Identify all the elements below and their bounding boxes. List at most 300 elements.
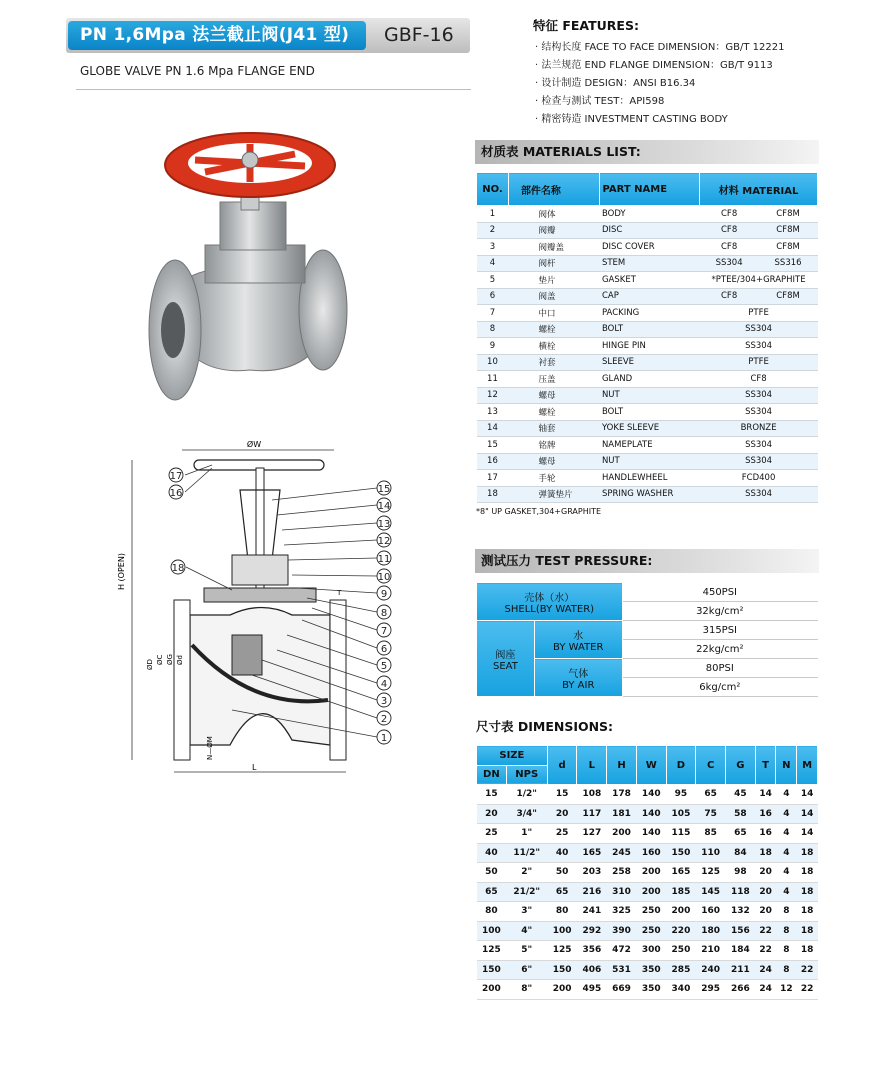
- part-no: 7: [477, 305, 509, 322]
- dim-cell: 80: [477, 902, 507, 922]
- table-row: [477, 960, 818, 980]
- dim-cell: 65: [696, 785, 726, 805]
- part-name-en: BODY: [600, 206, 700, 223]
- dim-cell: 75: [696, 804, 726, 824]
- dim-cell: 150: [547, 960, 577, 980]
- table-row: [477, 206, 818, 223]
- dim-h-label: H (OPEN): [117, 553, 126, 590]
- dim-cell: 200: [547, 980, 577, 1000]
- part-name-cn: 螺栓: [508, 321, 600, 338]
- dim-cell: 241: [577, 902, 607, 922]
- dim-cell: 350: [636, 960, 666, 980]
- material: SS304: [700, 437, 818, 454]
- dim-cell: 4: [776, 824, 797, 844]
- dim-cell: 25: [477, 824, 507, 844]
- dim-cell: 472: [607, 941, 637, 961]
- dim-cell: 200: [636, 863, 666, 883]
- table-row: [477, 305, 818, 322]
- valve-section-drawing: [112, 440, 392, 780]
- pressure-section-title: 测试压力 TEST PRESSURE:: [475, 549, 819, 573]
- part-no: 10: [477, 354, 509, 371]
- dim-cell: 1/2": [506, 785, 547, 805]
- dim-cell: 98: [726, 863, 756, 883]
- svg-text:2: 2: [380, 714, 388, 725]
- dim-cell: 295: [696, 980, 726, 1000]
- dim-cell: 165: [577, 843, 607, 863]
- page-title: PN 1,6Mpa 法兰截止阀(J41 型): [68, 21, 366, 50]
- dim-cell: 18: [797, 902, 818, 922]
- dim-cell: 14: [797, 804, 818, 824]
- table-row: [477, 272, 818, 289]
- materials-section-title: 材质表 MATERIALS LIST:: [475, 140, 819, 164]
- part-name-en: GASKET: [600, 272, 700, 289]
- dim-cell: 350: [636, 980, 666, 1000]
- part-no: 6: [477, 288, 509, 305]
- dim-cell: 200: [477, 980, 507, 1000]
- dim-cell: 160: [636, 843, 666, 863]
- material: SS304: [700, 453, 818, 470]
- table-row: [477, 338, 818, 355]
- material: PTFE: [700, 354, 818, 371]
- table-row: [477, 255, 818, 272]
- part-no: 12: [477, 387, 509, 404]
- dim-cell: 118: [726, 882, 756, 902]
- part-no: 14: [477, 420, 509, 437]
- part-name-en: NUT: [600, 387, 700, 404]
- part-no: 9: [477, 338, 509, 355]
- feature-item: · 结构长度 FACE TO FACE DIMENSION：GB/T 12221: [535, 42, 785, 53]
- dim-cell: 20: [755, 902, 776, 922]
- material: SS304: [700, 486, 818, 503]
- dim-cell: 125: [547, 941, 577, 961]
- dim-cell: 5": [506, 941, 547, 961]
- dim-cell: 4: [776, 804, 797, 824]
- material: FCD400: [700, 470, 818, 487]
- dim-cell: 22: [797, 980, 818, 1000]
- material-cf8: CF8: [700, 288, 759, 305]
- dim-cell: 11/2": [506, 843, 547, 863]
- part-name-cn: 螺母: [508, 387, 600, 404]
- dim-cell: 203: [577, 863, 607, 883]
- dim-col: T: [755, 746, 776, 785]
- dimensions-table: [476, 745, 818, 1000]
- shell-psi: 450PSI: [622, 583, 817, 602]
- material: SS304: [700, 321, 818, 338]
- water-psi: 315PSI: [622, 621, 817, 640]
- dim-cell: 150: [666, 843, 696, 863]
- material-cf8m: CF8M: [759, 206, 818, 223]
- pressure-table: [476, 582, 818, 697]
- table-row: [477, 785, 818, 805]
- table-row: [477, 902, 818, 922]
- shell-kg: 32kg/cm²: [622, 602, 817, 621]
- dim-cell: 266: [726, 980, 756, 1000]
- dim-cell: 250: [666, 941, 696, 961]
- material-cf8m: CF8M: [759, 222, 818, 239]
- dim-cell: 95: [666, 785, 696, 805]
- dim-cell: 220: [666, 921, 696, 941]
- part-name-en: STEM: [600, 255, 700, 272]
- dim-cell: 6": [506, 960, 547, 980]
- features-title: 特征 FEATURES:: [533, 18, 639, 33]
- part-name-cn: 垫片: [508, 272, 600, 289]
- part-name-cn: 中口: [508, 305, 600, 322]
- air-label: 气体 BY AIR: [534, 659, 622, 697]
- dim-cell: 4": [506, 921, 547, 941]
- table-row: [477, 404, 818, 421]
- dim-cell: 184: [726, 941, 756, 961]
- svg-text:3: 3: [380, 696, 388, 707]
- dim-cell: 165: [666, 863, 696, 883]
- dim-col: M: [797, 746, 818, 785]
- dim-cell: 150: [477, 960, 507, 980]
- table-row: [477, 239, 818, 256]
- dim-nm-label: N—ØM: [206, 736, 214, 760]
- dim-cell: 4: [776, 785, 797, 805]
- material-cf8: SS304: [700, 255, 759, 272]
- dim-cell: 310: [607, 882, 637, 902]
- part-no: 4: [477, 255, 509, 272]
- part-no: 8: [477, 321, 509, 338]
- part-name-en: DISC: [600, 222, 700, 239]
- material-cf8: CF8: [700, 239, 759, 256]
- dn-header: DN: [477, 765, 507, 785]
- divider: [76, 89, 471, 90]
- svg-text:10: 10: [377, 572, 391, 583]
- part-no: 5: [477, 272, 509, 289]
- part-no: 15: [477, 437, 509, 454]
- dim-cell: 156: [726, 921, 756, 941]
- page-subtitle: GLOBE VALVE PN 1.6 Mpa FLANGE END: [80, 64, 315, 78]
- part-no: 17: [477, 470, 509, 487]
- dim-cell: 8: [776, 921, 797, 941]
- svg-text:14: 14: [377, 501, 391, 512]
- dim-cell: 100: [547, 921, 577, 941]
- dim-cell: 292: [577, 921, 607, 941]
- dim-cell: 4: [776, 882, 797, 902]
- svg-text:9: 9: [380, 589, 388, 600]
- dim-cell: 20: [755, 863, 776, 883]
- part-name-en: NUT: [600, 453, 700, 470]
- dim-cell: 160: [696, 902, 726, 922]
- dim-l-label: L: [252, 763, 257, 772]
- dim-cell: 285: [666, 960, 696, 980]
- material: BRONZE: [700, 420, 818, 437]
- dim-cell: 340: [666, 980, 696, 1000]
- table-row: [477, 882, 818, 902]
- material: SS304: [700, 404, 818, 421]
- dim-cell: 14: [797, 824, 818, 844]
- part-name-en: CAP: [600, 288, 700, 305]
- dim-cell: 356: [577, 941, 607, 961]
- material: CF8: [700, 371, 818, 388]
- part-name-cn: 压盖: [508, 371, 600, 388]
- dim-cell: 180: [696, 921, 726, 941]
- part-name-en: PACKING: [600, 305, 700, 322]
- feature-item: · 精密铸造 INVESTMENT CASTING BODY: [535, 114, 728, 125]
- materials-table: [476, 172, 818, 503]
- dim-cell: 22: [797, 960, 818, 980]
- svg-text:1: 1: [380, 733, 388, 744]
- table-row: [477, 486, 818, 503]
- dim-cell: 108: [577, 785, 607, 805]
- dim-cell: 3": [506, 902, 547, 922]
- dim-cell: 127: [577, 824, 607, 844]
- material-cf8: CF8: [700, 206, 759, 223]
- dim-cell: 300: [636, 941, 666, 961]
- dim-cell: 3/4": [506, 804, 547, 824]
- part-name-en: HANDLEWHEEL: [600, 470, 700, 487]
- table-row: [477, 824, 818, 844]
- part-name-en: YOKE SLEEVE: [600, 420, 700, 437]
- material-cf8: CF8: [700, 222, 759, 239]
- nps-header: NPS: [506, 765, 547, 785]
- material-cf8m: CF8M: [759, 288, 818, 305]
- part-name-cn: 弹簧垫片: [508, 486, 600, 503]
- dim-col: D: [666, 746, 696, 785]
- svg-text:18: 18: [171, 563, 185, 574]
- material: SS304: [700, 338, 818, 355]
- col-no: NO.: [477, 173, 509, 206]
- part-no: 1: [477, 206, 509, 223]
- air-kg: 6kg/cm²: [622, 678, 817, 697]
- water-kg: 22kg/cm²: [622, 640, 817, 659]
- dim-cell: 40: [547, 843, 577, 863]
- dim-cell: 18: [797, 941, 818, 961]
- dim-cell: 200: [666, 902, 696, 922]
- dim-cell: 20: [547, 804, 577, 824]
- dim-w-label: ØW: [246, 440, 262, 449]
- svg-text:5: 5: [380, 661, 388, 672]
- water-label: 水 BY WATER: [534, 621, 622, 659]
- dim-cell: 211: [726, 960, 756, 980]
- dim-c-label: ØC: [156, 654, 164, 665]
- dim-cell: 100: [477, 921, 507, 941]
- dim-cell: 4: [776, 863, 797, 883]
- dim-cell: 125: [696, 863, 726, 883]
- part-name-cn: 横栓: [508, 338, 600, 355]
- part-name-cn: 阀瓣盖: [508, 239, 600, 256]
- dim-g-label: ØG: [166, 654, 174, 665]
- dim-cell: 8: [776, 960, 797, 980]
- dim-cell: 115: [666, 824, 696, 844]
- dim-cell: 140: [636, 824, 666, 844]
- part-no: 11: [477, 371, 509, 388]
- dim-cell: 669: [607, 980, 637, 1000]
- dim-cell: 4: [776, 843, 797, 863]
- dim-cell: 110: [696, 843, 726, 863]
- svg-text:4: 4: [380, 679, 388, 690]
- table-row: [477, 437, 818, 454]
- table-row: [477, 387, 818, 404]
- part-name-cn: 衬套: [508, 354, 600, 371]
- part-no: 13: [477, 404, 509, 421]
- dim-cell: 495: [577, 980, 607, 1000]
- dim-cell: 50: [547, 863, 577, 883]
- table-row: [477, 453, 818, 470]
- dim-cell: 84: [726, 843, 756, 863]
- table-row: [477, 843, 818, 863]
- dim-cell: 245: [607, 843, 637, 863]
- material: *PTEE/304+GRAPHITE: [700, 272, 818, 289]
- material-cf8m: SS316: [759, 255, 818, 272]
- shell-label: 壳体（水） SHELL(BY WATER): [477, 583, 623, 621]
- feature-item: · 设计制造 DESIGN：ANSI B16.34: [535, 78, 696, 89]
- dim-cell: 12: [776, 980, 797, 1000]
- part-name-en: BOLT: [600, 404, 700, 421]
- dim-cell: 65: [726, 824, 756, 844]
- dim-cell: 406: [577, 960, 607, 980]
- svg-text:13: 13: [377, 519, 391, 530]
- dim-cell: 531: [607, 960, 637, 980]
- dim-cell: 22: [755, 921, 776, 941]
- dim-cell: 240: [696, 960, 726, 980]
- material: PTFE: [700, 305, 818, 322]
- dim-cell: 8: [776, 902, 797, 922]
- dim-cell: 16: [755, 824, 776, 844]
- part-no: 2: [477, 222, 509, 239]
- dim-cell: 200: [607, 824, 637, 844]
- dim-cell: 50: [477, 863, 507, 883]
- dim-col: N: [776, 746, 797, 785]
- dim-cell: 140: [636, 804, 666, 824]
- part-name-cn: 螺母: [508, 453, 600, 470]
- dim-col: C: [696, 746, 726, 785]
- table-row: [477, 863, 818, 883]
- feature-item: · 法兰规范 END FLANGE DIMENSION：GB/T 9113: [535, 60, 773, 71]
- table-row: [477, 321, 818, 338]
- dim-cell: 258: [607, 863, 637, 883]
- materials-note: *8" UP GASKET,304+GRAPHITE: [476, 507, 602, 516]
- dim-col: W: [636, 746, 666, 785]
- svg-text:15: 15: [377, 484, 391, 495]
- part-name-en: SPRING WASHER: [600, 486, 700, 503]
- dim-cell: 2": [506, 863, 547, 883]
- part-name-cn: 轴套: [508, 420, 600, 437]
- dim-cell: 25: [547, 824, 577, 844]
- table-row: [477, 941, 818, 961]
- part-name-cn: 阀瓣: [508, 222, 600, 239]
- dim-cell: 65: [477, 882, 507, 902]
- dim-col: G: [726, 746, 756, 785]
- table-row: [477, 921, 818, 941]
- dim-col: d: [547, 746, 577, 785]
- dim-cell: 21/2": [506, 882, 547, 902]
- part-no: 3: [477, 239, 509, 256]
- col-cn: 部件名称: [508, 173, 600, 206]
- part-name-en: DISC COVER: [600, 239, 700, 256]
- table-row: [477, 470, 818, 487]
- svg-text:7: 7: [380, 626, 388, 637]
- dim-cell: 325: [607, 902, 637, 922]
- dim-cell: 18: [797, 921, 818, 941]
- seat-label: 阀座 SEAT: [477, 621, 535, 697]
- dim-cell: 80: [547, 902, 577, 922]
- dim-cell: 22: [755, 941, 776, 961]
- col-en: PART NAME: [600, 173, 700, 206]
- dim-cell: 16: [755, 804, 776, 824]
- part-name-cn: 阀盖: [508, 288, 600, 305]
- dim-t-label: T: [337, 589, 342, 597]
- svg-text:12: 12: [377, 536, 391, 547]
- svg-text:17: 17: [169, 471, 183, 482]
- part-name-en: NAMEPLATE: [600, 437, 700, 454]
- material-cf8m: CF8M: [759, 239, 818, 256]
- model-code: GBF-16: [384, 24, 454, 46]
- dim-cell: 24: [755, 960, 776, 980]
- dim-cell: 1": [506, 824, 547, 844]
- part-name-en: GLAND: [600, 371, 700, 388]
- dim-col: H: [607, 746, 637, 785]
- dim-cell: 178: [607, 785, 637, 805]
- dim-cell: 15: [547, 785, 577, 805]
- dim-cell: 14: [797, 785, 818, 805]
- part-name-cn: 阀杆: [508, 255, 600, 272]
- dimensions-title: 尺寸表 DIMENSIONS:: [476, 719, 614, 734]
- material: SS304: [700, 387, 818, 404]
- table-row: [477, 420, 818, 437]
- dim-d-label: ØD: [146, 659, 154, 670]
- dim-dd-label: Ød: [176, 655, 184, 665]
- dim-cell: 125: [477, 941, 507, 961]
- part-name-en: BOLT: [600, 321, 700, 338]
- dim-cell: 185: [666, 882, 696, 902]
- part-name-cn: 螺栓: [508, 404, 600, 421]
- dim-cell: 18: [755, 843, 776, 863]
- svg-text:6: 6: [380, 644, 388, 655]
- dim-cell: 181: [607, 804, 637, 824]
- air-psi: 80PSI: [622, 659, 817, 678]
- dim-cell: 24: [755, 980, 776, 1000]
- part-name-cn: 阀体: [508, 206, 600, 223]
- dim-cell: 210: [696, 941, 726, 961]
- table-row: [477, 354, 818, 371]
- dim-cell: 145: [696, 882, 726, 902]
- dim-cell: 65: [547, 882, 577, 902]
- dim-cell: 18: [797, 863, 818, 883]
- dim-cell: 8: [776, 941, 797, 961]
- dim-cell: 250: [636, 902, 666, 922]
- dim-cell: 18: [797, 882, 818, 902]
- dim-cell: 20: [477, 804, 507, 824]
- part-no: 18: [477, 486, 509, 503]
- dim-cell: 40: [477, 843, 507, 863]
- col-material: 材料 MATERIAL: [700, 173, 818, 206]
- dim-cell: 140: [636, 785, 666, 805]
- dim-cell: 200: [636, 882, 666, 902]
- dim-cell: 45: [726, 785, 756, 805]
- svg-text:16: 16: [169, 488, 183, 499]
- dim-cell: 8": [506, 980, 547, 1000]
- dim-cell: 216: [577, 882, 607, 902]
- dim-cell: 18: [797, 843, 818, 863]
- dim-cell: 58: [726, 804, 756, 824]
- table-row: [477, 222, 818, 239]
- size-header: SIZE: [477, 746, 548, 766]
- dim-cell: 105: [666, 804, 696, 824]
- dim-col: L: [577, 746, 607, 785]
- dim-cell: 250: [636, 921, 666, 941]
- part-name-cn: 手轮: [508, 470, 600, 487]
- part-name-en: HINGE PIN: [600, 338, 700, 355]
- table-row: [477, 980, 818, 1000]
- dim-cell: 20: [755, 882, 776, 902]
- table-row: [477, 288, 818, 305]
- part-name-en: SLEEVE: [600, 354, 700, 371]
- dim-cell: 85: [696, 824, 726, 844]
- dim-cell: 132: [726, 902, 756, 922]
- valve-photo: [145, 130, 355, 410]
